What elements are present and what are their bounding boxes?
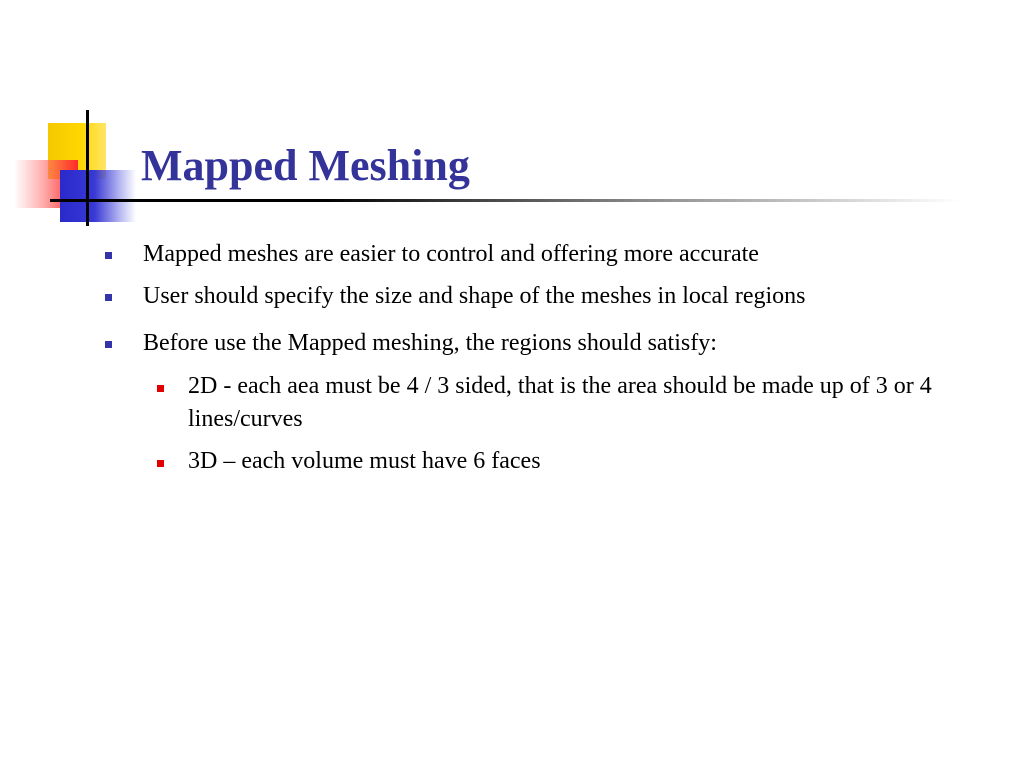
bullet-marker-icon (105, 252, 112, 259)
bullet-marker-icon (105, 294, 112, 301)
bullet-item-1: Mapped meshes are easier to control and offering more accurate (143, 241, 759, 267)
sub-bullet-marker-icon (157, 460, 164, 467)
logo-vertical-line (86, 110, 89, 226)
logo-blue-square (60, 170, 136, 222)
bullet-item-2: User should specify the size and shape of the meshes in local regions (143, 283, 806, 309)
sub-bullet-marker-icon (157, 385, 164, 392)
slide-title: Mapped Meshing (141, 141, 470, 190)
title-underline-rule (50, 199, 960, 202)
slide-logo-graphic (0, 0, 140, 230)
bullet-marker-icon (105, 341, 112, 348)
sub-bullet-item-2: 3D – each volume must have 6 faces (188, 448, 541, 474)
sub-bullet-item-1: 2D - each aea must be 4 / 3 sided, that is the area should be made up of 3 or 4 lines/curves (188, 373, 932, 432)
bullet-item-3: Before use the Mapped meshing, the regions should satisfy: (143, 330, 717, 356)
